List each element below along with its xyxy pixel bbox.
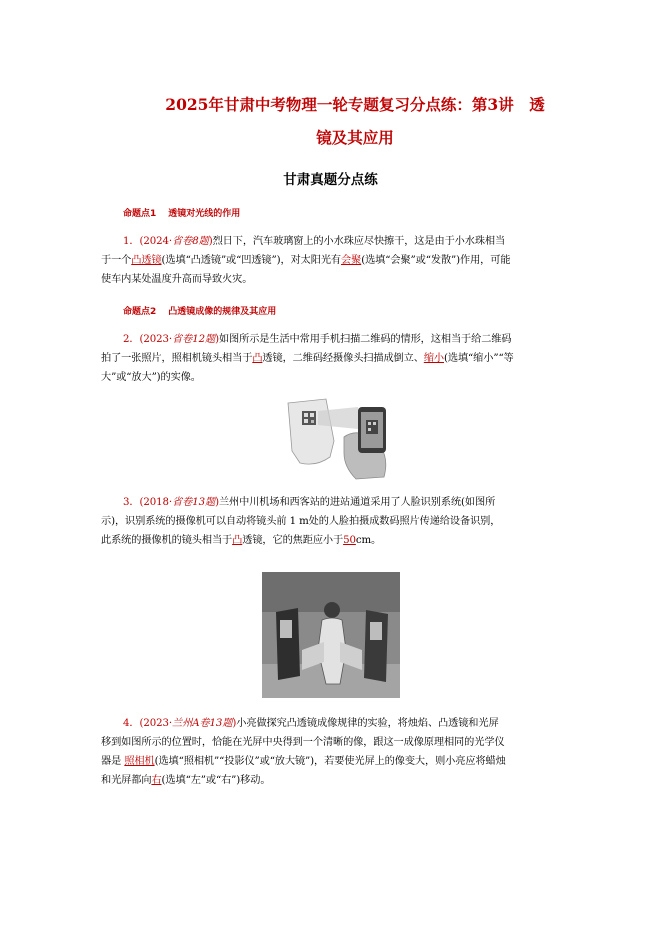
topic-label: 命题点2 xyxy=(123,307,157,317)
section-heading: 甘肃真题分点练 xyxy=(283,172,378,188)
question-text: 示)，识别系统的摄像机可以自动将镜头前 1 m处的人脸拍摄成数码照片传递给设备识别， xyxy=(101,516,501,527)
answer-blank: 会聚 xyxy=(341,255,362,266)
question-text: 器是 xyxy=(101,756,122,767)
question-text: 拍了一张照片，照相机镜头相当于 xyxy=(101,353,253,364)
person-head xyxy=(324,602,340,618)
question-text: (选填“缩小”“等 xyxy=(444,353,514,364)
question-text: 透镜，它的焦距应小于 xyxy=(242,535,344,546)
question-4 xyxy=(101,714,563,790)
question-text: 使车内某处温度升高而导致火灾。 xyxy=(101,274,253,285)
question-text: 烈日下，汽车玻璃窗上的小水珠应尽快擦干，这是由于小水珠相当 xyxy=(212,236,506,247)
question-number: 3． xyxy=(123,497,140,508)
question-text: 和光屏都向 xyxy=(101,775,152,786)
question-text: 于一个 xyxy=(101,255,132,266)
right-gate xyxy=(364,610,388,682)
question-text: (选填“凸透镜”或“凹透镜”)，对太阳光有 xyxy=(161,255,342,266)
question-text: (选填“左”或“右”)移动。 xyxy=(161,775,271,786)
source-year: (2018· xyxy=(139,497,173,508)
question-text: 透镜，二维码经摄像头扫描成倒立、 xyxy=(262,353,424,364)
source-exam: 省卷8题 xyxy=(172,236,209,247)
source-year: (2024· xyxy=(139,236,173,247)
question-text: 此系统的摄像机的镜头相当于 xyxy=(101,535,233,546)
face-recognition-figure xyxy=(262,572,400,698)
question-text: (选填“照相机”“投影仪”或“放大镜”)，若要使光屏上的像变大，则小亮应将蜡烛 xyxy=(154,756,506,767)
question-text: 小亮做探究凸透镜成像规律的实验，将烛焰、凸透镜和光屏 xyxy=(236,718,499,729)
question-number: 4． xyxy=(123,718,140,729)
answer-blank: 凸 xyxy=(232,535,243,546)
source-close: ) xyxy=(215,334,219,345)
right-screen xyxy=(370,622,382,640)
question-1 xyxy=(101,232,563,289)
question-text: 移到如图所示的位置时，恰能在光屏中央得到一个清晰的像，跟这一成像原理相同的光学仪 xyxy=(101,737,505,748)
question-text: 兰州中川机场和西客站的进站通道采用了人脸识别系统(如图所 xyxy=(218,497,496,508)
left-gate xyxy=(276,608,300,680)
source-year: (2023· xyxy=(139,718,173,729)
topic-name: 凸透镜成像的规律及其应用 xyxy=(168,307,277,317)
question-2 xyxy=(101,330,563,387)
topic-heading-2 xyxy=(123,304,276,317)
title-line-1: 2025年甘肃中考物理一轮专题复习分点练：第3讲 透 xyxy=(165,95,545,114)
topic-label: 命题点1 xyxy=(123,209,157,219)
answer-blank: 凸透镜 xyxy=(131,255,162,266)
question-number: 1． xyxy=(123,236,140,247)
question-text: 如图所示是生活中常用手机扫描二维码的情形，这相当于给二维码 xyxy=(218,334,512,345)
paper-card xyxy=(288,399,334,464)
question-text: (选填“会聚”或“发散”)作用，可能 xyxy=(361,255,511,266)
qr-scan-figure xyxy=(286,397,398,481)
topic-name: 透镜对光线的作用 xyxy=(168,209,241,219)
answer-blank: 照相机 xyxy=(124,756,155,767)
source-close: ) xyxy=(208,236,213,247)
title-line-2: 镜及其应用 xyxy=(316,128,394,147)
question-text: 大”或“放大”)的实像。 xyxy=(101,372,201,383)
source-close: ) xyxy=(232,718,237,729)
topic-heading-1 xyxy=(123,206,240,219)
document-title xyxy=(120,88,590,154)
source-close: ) xyxy=(215,497,219,508)
source-exam: 省卷12题 xyxy=(172,334,216,345)
answer-blank: 凸 xyxy=(252,353,263,364)
question-3 xyxy=(101,493,563,550)
question-text: cm。 xyxy=(355,535,382,546)
question-number: 2． xyxy=(123,334,140,345)
answer-blank: 缩小 xyxy=(423,353,444,364)
source-exam: 兰州A卷13题 xyxy=(172,718,233,729)
left-screen xyxy=(280,620,292,638)
answer-blank: 右 xyxy=(151,775,162,786)
source-exam: 省卷13题 xyxy=(172,497,216,508)
source-year: (2023· xyxy=(139,334,173,345)
answer-blank: 50 xyxy=(343,535,356,546)
